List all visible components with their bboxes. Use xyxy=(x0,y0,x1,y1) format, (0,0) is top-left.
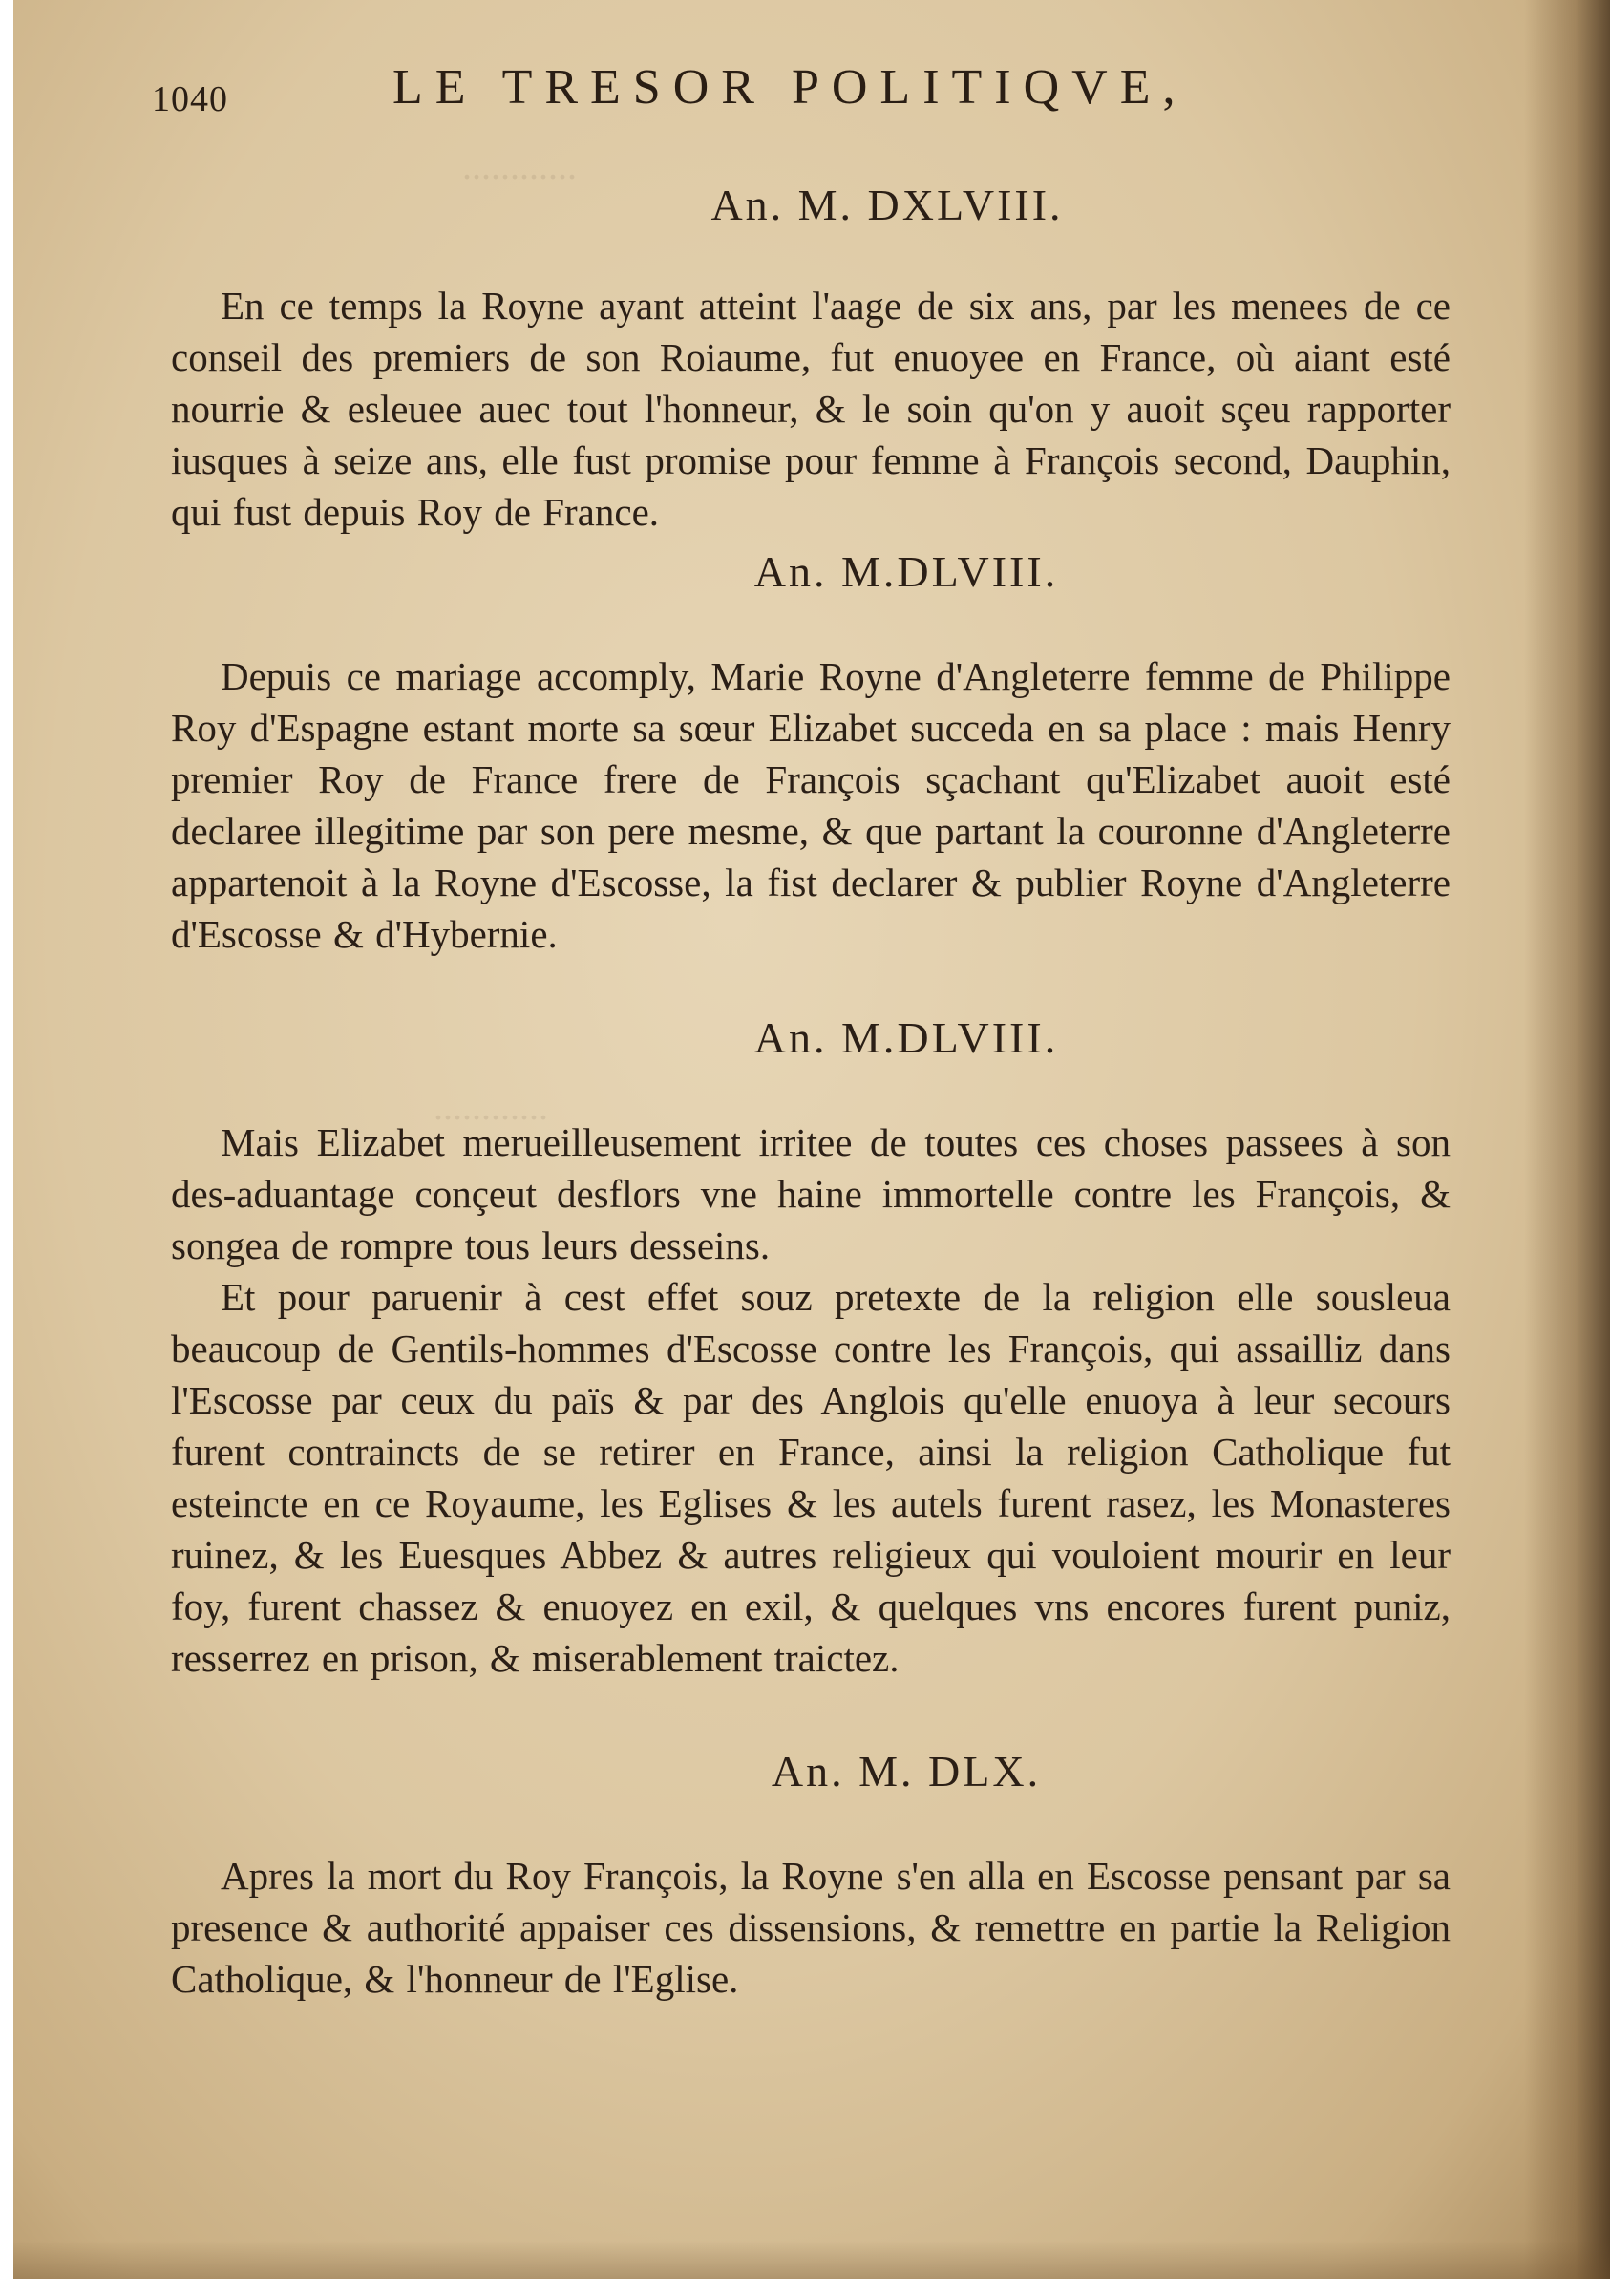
paragraph: En ce temps la Royne ayant atteint l'aage de six ans, par les menees de ce conseil des premiers de son Roiaume, fut enuoyee en France, où aiant esté nourrie & esleuee auec tout l'honneur, & le soin qu'on y auoit sçeu rapporter iusques à seize ans, elle fust promise pour femme à François second, Dauphin, qui fust depuis Roy de France. xyxy=(171,284,1451,534)
bleed-through-text: ............ xyxy=(462,144,577,187)
page-number: 1040 xyxy=(152,79,228,119)
year-heading: An. M.DLVIII. xyxy=(753,1013,1059,1062)
paragraph: Apres la mort du Roy François, la Royne s'en alla en Escosse pensant par sa presence & authorité appaiser ces dissensions, & remettre en partie la Religion Catholique, & l'honneur de l'Eglise. xyxy=(171,1854,1451,2001)
section-1548 xyxy=(171,177,1451,538)
page-edge-shadow xyxy=(1524,0,1610,2279)
paragraph: Et pour paruenir à cest effet souz pretexte de la religion elle sousleua beaucoup de Gentils-hommes d'Escosse contre les François, qui assailliz dans l'Escosse par ceux du païs & par des Anglois qu'elle enuoya à leur secours furent contraincts de se retirer en France, ainsi la religion Catholique fut esteincte en ce Royaume, les Eglises & les autels furent rasez, les Monasteres ruinez, & les Euesques Abbez & autres religieux qui vouloient mourir en leur foy, furent chassez & enuoyez en exil, & quelques vns encores furent puniz, resserrez en prison, & miserablement traictez. xyxy=(171,1275,1451,1680)
page-bottom-shadow xyxy=(13,2241,1610,2279)
bleed-through-text: ............ xyxy=(434,1085,548,1128)
paragraph: Mais Elizabet merueilleusement irritee de toutes ces choses passees à son des-aduantage conçeut desflors vne haine immortelle contre les François, & songea de rompre tous leurs desseins. xyxy=(171,1120,1451,1267)
page-header xyxy=(142,59,1288,117)
section-1560 xyxy=(171,1743,1451,2005)
running-title: LE TRESOR POLITIQVE, xyxy=(392,60,1188,115)
page-body xyxy=(171,177,1451,2005)
paragraph: Depuis ce mariage accomply, Marie Royne d'Angleterre femme de Philippe Roy d'Espagne estant morte sa sœur Elizabet succeda en sa place : mais Henry premier Roy de France frere de François sçachant qu'Elizabet auoit esté declaree illegitime par son pere mesme, & que partant la couronne d'Angleterre appartenoit à la Royne d'Escosse, la fist declarer & publier Royne d'Angleterre d'Escosse & d'Hybernie. xyxy=(171,654,1451,956)
section-1558-b xyxy=(171,1010,1451,1684)
section-1558-a xyxy=(171,543,1451,960)
book-page xyxy=(13,0,1610,2279)
year-heading: An. M. DLX. xyxy=(771,1747,1042,1796)
year-heading: An. M. DXLVIII. xyxy=(710,181,1064,229)
year-heading: An. M.DLVIII. xyxy=(753,547,1059,596)
